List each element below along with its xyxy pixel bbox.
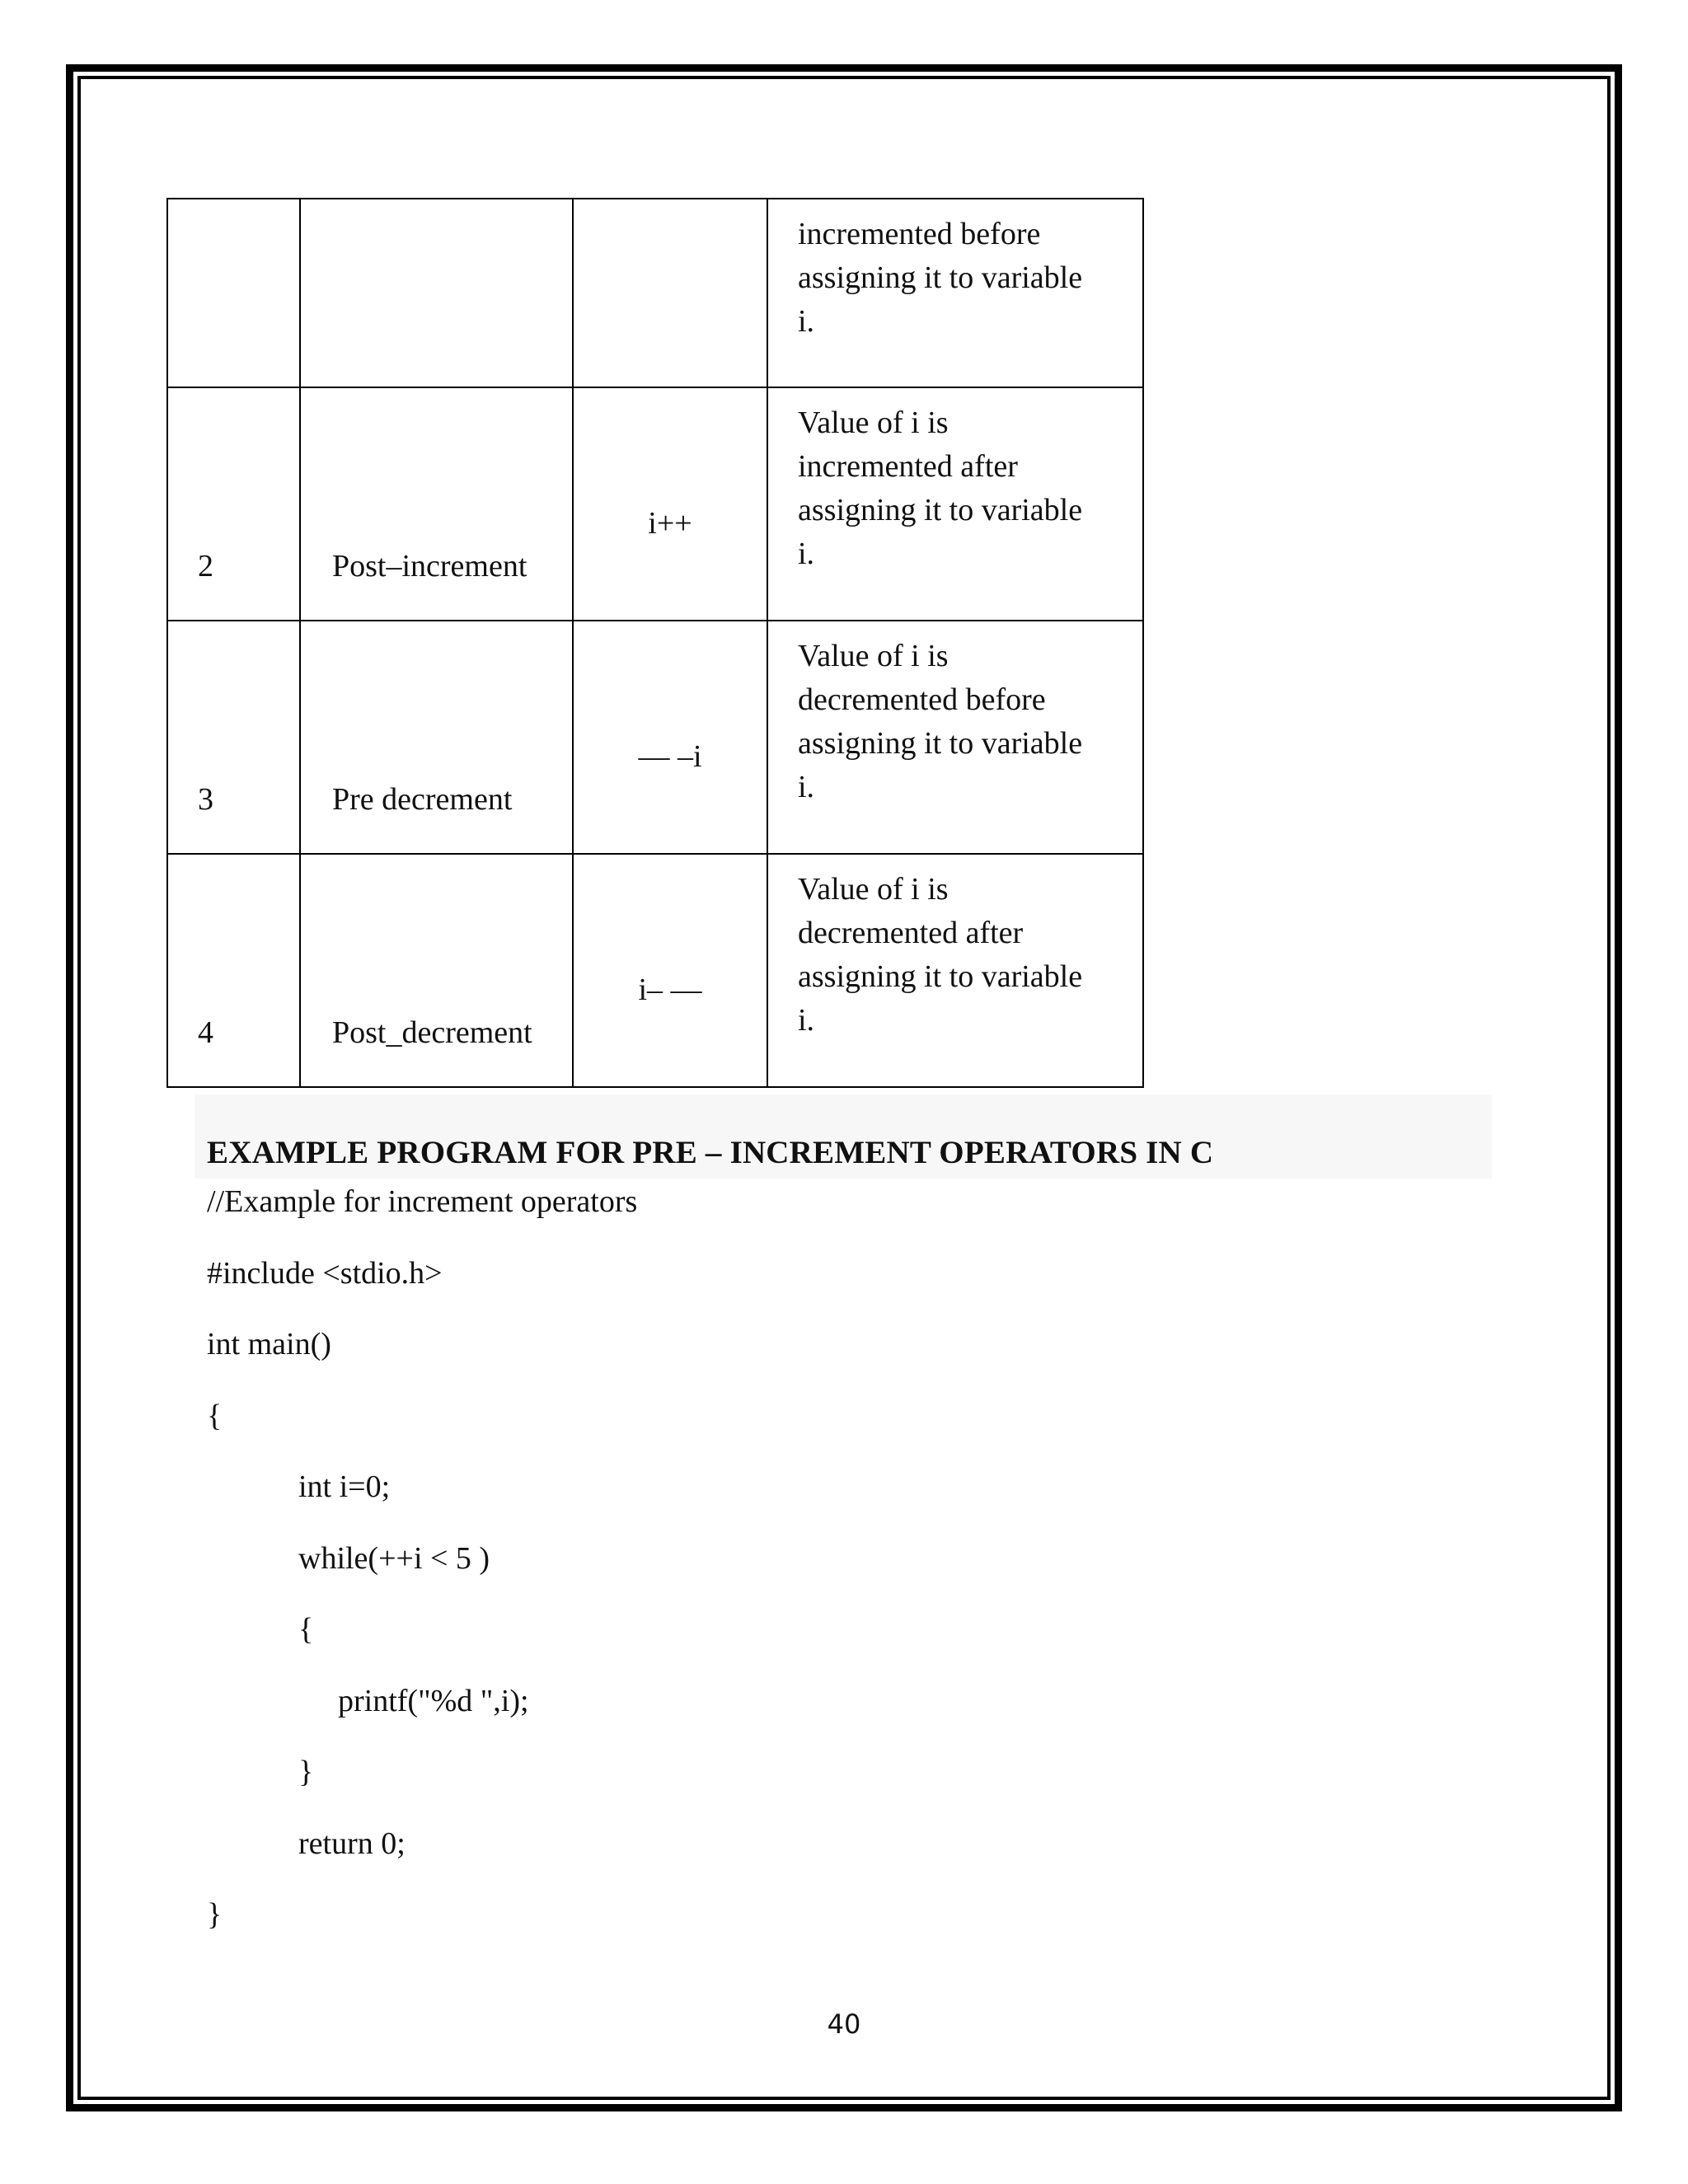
- description-line: Value of i is: [798, 872, 949, 907]
- description-line: decremented before: [798, 682, 1046, 717]
- description-line: incremented before: [798, 217, 1041, 251]
- code-comment: //Example for increment operators: [207, 1184, 638, 1219]
- description-line: Value of i is: [798, 405, 949, 440]
- description-line: i.: [798, 770, 815, 804]
- description-line: Value of i is: [798, 639, 949, 673]
- table-cell-name: Pre decrement: [300, 621, 573, 854]
- code-line: #include <stdio.h>: [207, 1256, 443, 1291]
- operators-table: [166, 198, 1144, 1088]
- code-line: }: [207, 1897, 223, 1932]
- table-cell-description: [767, 854, 1143, 1087]
- table-cell-description: [767, 199, 1143, 387]
- table-cell-sno: [167, 199, 300, 387]
- code-line: {: [207, 1399, 223, 1433]
- description-line: i.: [798, 537, 815, 571]
- table-row: [167, 621, 1143, 854]
- table-cell-operator: [573, 199, 767, 387]
- table-cell-operator: i– —: [573, 854, 767, 1087]
- description-line: assigning it to variable: [798, 493, 1083, 527]
- description-line: i.: [798, 304, 815, 339]
- table-cell-sno: 2: [167, 387, 300, 621]
- table-cell-sno: 4: [167, 854, 300, 1087]
- description-line: assigning it to variable: [798, 959, 1083, 994]
- table-row: [167, 199, 1143, 387]
- table-cell-sno: 3: [167, 621, 300, 854]
- code-line: return 0;: [298, 1826, 406, 1861]
- section-heading: EXAMPLE PROGRAM FOR PRE – INCREMENT OPERATORS IN C: [207, 1135, 1214, 1170]
- code-line: printf("%d ",i);: [338, 1684, 529, 1718]
- code-line: {: [298, 1612, 314, 1647]
- table-cell-description: [767, 621, 1143, 854]
- description-line: decremented after: [798, 916, 1024, 950]
- code-line: int main(): [207, 1327, 331, 1361]
- table-cell-name: Post_decrement: [300, 854, 573, 1087]
- description-line: assigning it to variable: [798, 260, 1083, 295]
- table-row: [167, 854, 1143, 1087]
- page-number: 40: [827, 2008, 861, 2040]
- code-line: }: [298, 1755, 314, 1789]
- table-cell-name: [300, 199, 573, 387]
- description-line: incremented after: [798, 449, 1018, 484]
- table-cell-operator: i++: [573, 387, 767, 621]
- description-line: assigning it to variable: [798, 726, 1083, 761]
- code-line: while(++i < 5 ): [298, 1541, 490, 1576]
- code-line: int i=0;: [298, 1469, 391, 1504]
- table-cell-operator: — –i: [573, 621, 767, 854]
- table-row: [167, 387, 1143, 621]
- description-line: i.: [798, 1003, 815, 1038]
- table-cell-description: [767, 387, 1143, 621]
- table-cell-name: Post–increment: [300, 387, 573, 621]
